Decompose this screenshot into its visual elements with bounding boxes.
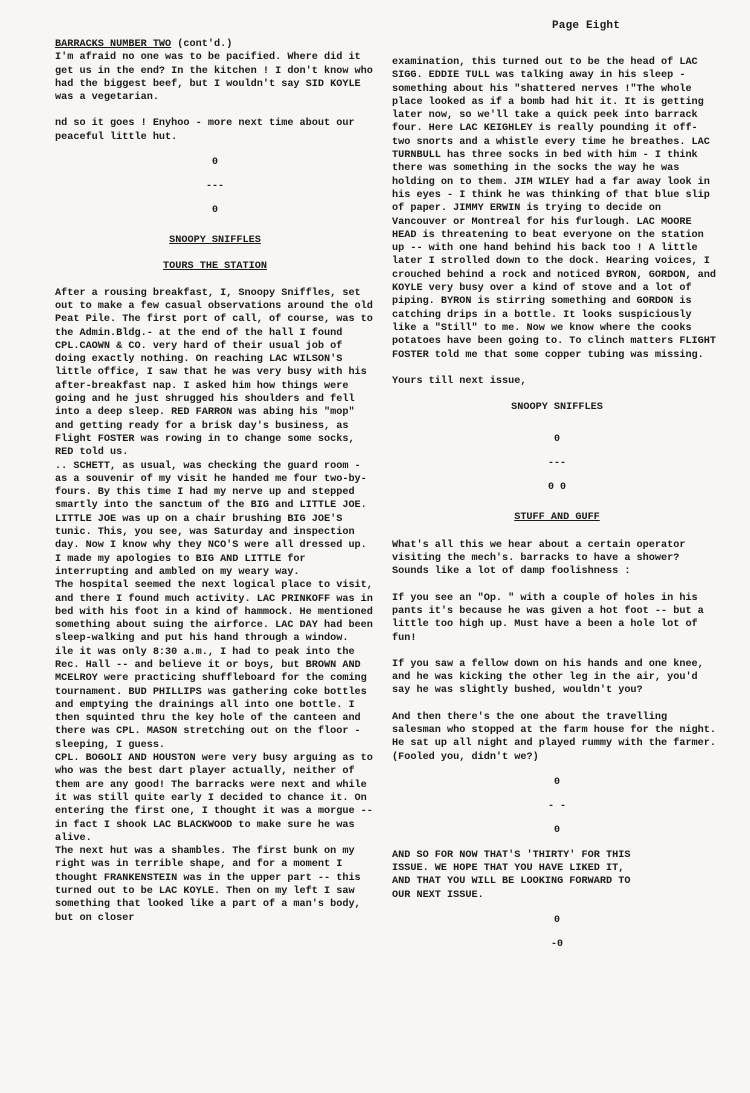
story-paragraph: The hospital seemed the next logical place to visit, and there I found much activity. LAC PRINKOFF was in bed with his foot in a kind of hammock. He mentioned something about suing the airforce. LAC DAY had been sleep-walking and put his hand through a window. (55, 580, 373, 645)
heading-suffix: (cont'd.) (177, 39, 233, 50)
story-continuation: examination, this turned out to be the head of LAC SIGG. EDDIE TULL was talking away in his sleep - something about his "shattered nerves !"The whole place looked as if a bomb had hit it. It is getting later now, so we'll take a quick peek into barrack four. Here LAC KEIGHLEY is really pounding it off- two snorts and a whistle every time he breathes. LAC TURNBULL has three socks in bed with him - I think there was something in the socks the way he was holding on to them. JIM WILEY had a far away look in his eyes - I think he was thinking of that blue slip of paper. JIMMY ERWIN is trying to decide on Vancouver or Montreal for his furlough. LAC MOORE HEAD is threatening to beat everyone on the station up -- with one hand behind his back too ! A little later I strolled down to the dock. Hearing voices, I crouched behind a rock and noticed BYRON, GORDON, and KOYLE very busy over a kind of stove and a lot of piping. BYRON is stirring something and GORDON is catching drips in a bottle. It looks suspiciously like a "Still" to me. Now we know where the cooks potatoes have been going to. To clinch matters FLIGHT FOSTER told me that some copper tubing was missing. (392, 57, 717, 361)
story-paragraph: .. SCHETT, as usual, was checking the guard room - as a souvenir of my visit he handed me four two-by-fours. By this time I had my nerve up and stepped smartly into the sanctum of the BIG and LITTLE JOE. LITTLE JOE was up on a chair brushing BIG JOE'S tunic. This, you see, was Saturday and inspection day. Now I know why they NCO'S were all dressed up. I made my apologies to BIG AND LITTLE for interrupting and ambled on my weary way. (55, 460, 367, 578)
right-column (392, 56, 722, 963)
separator: 0 - - 0 (547, 776, 566, 836)
closing-line: nd so it goes ! Enyhoo - more next time about our peaceful little hut. (55, 118, 355, 143)
story-paragraph: The next hut was a shambles. The first bunk on my right was in terrible shape, and for a moment I thought FRANKENSTEIN was in the upper part -- this turned out to be LAC KOYLE. Then on my left I saw something that looked like a part of a man's body, but on closer (55, 846, 361, 924)
separator: 0 -0 (550, 915, 563, 951)
story-paragraph: ile it was only 8:30 a.m., I had to peak into the Rec. Hall -- and believe it or boys, but BROWN AND MCELROY were practicing shuffleboard for the coming tournament. BUD PHILLIPS was gathering coke bottles and emptying the drainings all into one bottle. I then squinted thru the key hole of the canteen and there was CPL. MASON stretching out on the floor - sleeping, I guess. (55, 646, 367, 751)
story-paragraph: CPL. BOGOLI AND HOUSTON were very busy arguing as to who was the best dart player actually, neither of them are any good! The barracks were next and while it was still quite early I decided to chance it. On entering the first one, I thought it was a morgue -- in fact I shook LAC BLACKWOOD to make sure he was alive. (55, 753, 373, 844)
story-subtitle: TOURS THE STATION (163, 261, 267, 273)
signature: SNOOPY SNIFFLES (511, 402, 603, 414)
left-column (55, 38, 375, 925)
guff-item: If you see an "Op. " with a couple of holes in his pants it's because he was given a hot foot -- but a little too high up. Must have a been a hole lot of fun! (392, 592, 704, 644)
guff-item: What's all this we hear about a certain operator visiting the mech's. barracks to have a shower? Sounds like a lot of damp foolishness : (392, 539, 686, 578)
heading-title: BARRACKS NUMBER TWO (55, 39, 172, 50)
separator: 0 --- 0 (205, 157, 224, 217)
guff-item: And then there's the one about the travelling salesman who stopped at the farm house for the night. He sat up all night and played rummy with the farmer. (Fooled you, didn't we?) (392, 711, 717, 763)
story-title: SNOOPY SNIFFLES (169, 235, 261, 247)
closing-message: AND SO FOR NOW THAT'S 'THIRTY' FOR THIS ISSUE. WE HOPE THAT YOU HAVE LIKED IT, AND THAT YOU WILL BE LOOKING FORWARD TO OUR NEXT ISSUE. (392, 849, 631, 901)
intro-paragraph: I'm afraid no one was to be pacified. Where did it get us in the end? In the kitchen ! I don't know who had the biggest beef, but I wouldn't say SID KOYLE was a vegetarian. (55, 52, 373, 104)
story-paragraph: After a rousing breakfast, I, Snoopy Sniffles, set out to make a few casual observations around the old Peat Pile. The first port of call, of course, was to the Admin.Bldg.- at the end of the hall I found CPL.CAOWN & CO. very hard of their usual job of doing exactly nothing. On reaching LAC WILSON'S little office, I saw that he was very busy with his after-breakfast nap. I asked him how things were going and he just shrugged his shoulders and fell into a deep sleep. RED FARRON was abing his "mop" and getting ready for a brisk day's business, as Flight FOSTER was rowing in to change some socks, RED told us. (55, 287, 373, 459)
signoff: Yours till next issue, (392, 375, 527, 387)
separator: 0 --- 0 0 (547, 434, 566, 494)
guff-item: If you saw a fellow down on his hands and one knee, and he was kicking the other leg in the air, you'd say he was slightly bushed, wouldn't you? (392, 658, 704, 697)
stuff-and-guff-title: STUFF AND GUFF (514, 512, 600, 524)
section-heading (55, 38, 375, 51)
page-number: Page Eight (552, 20, 621, 32)
